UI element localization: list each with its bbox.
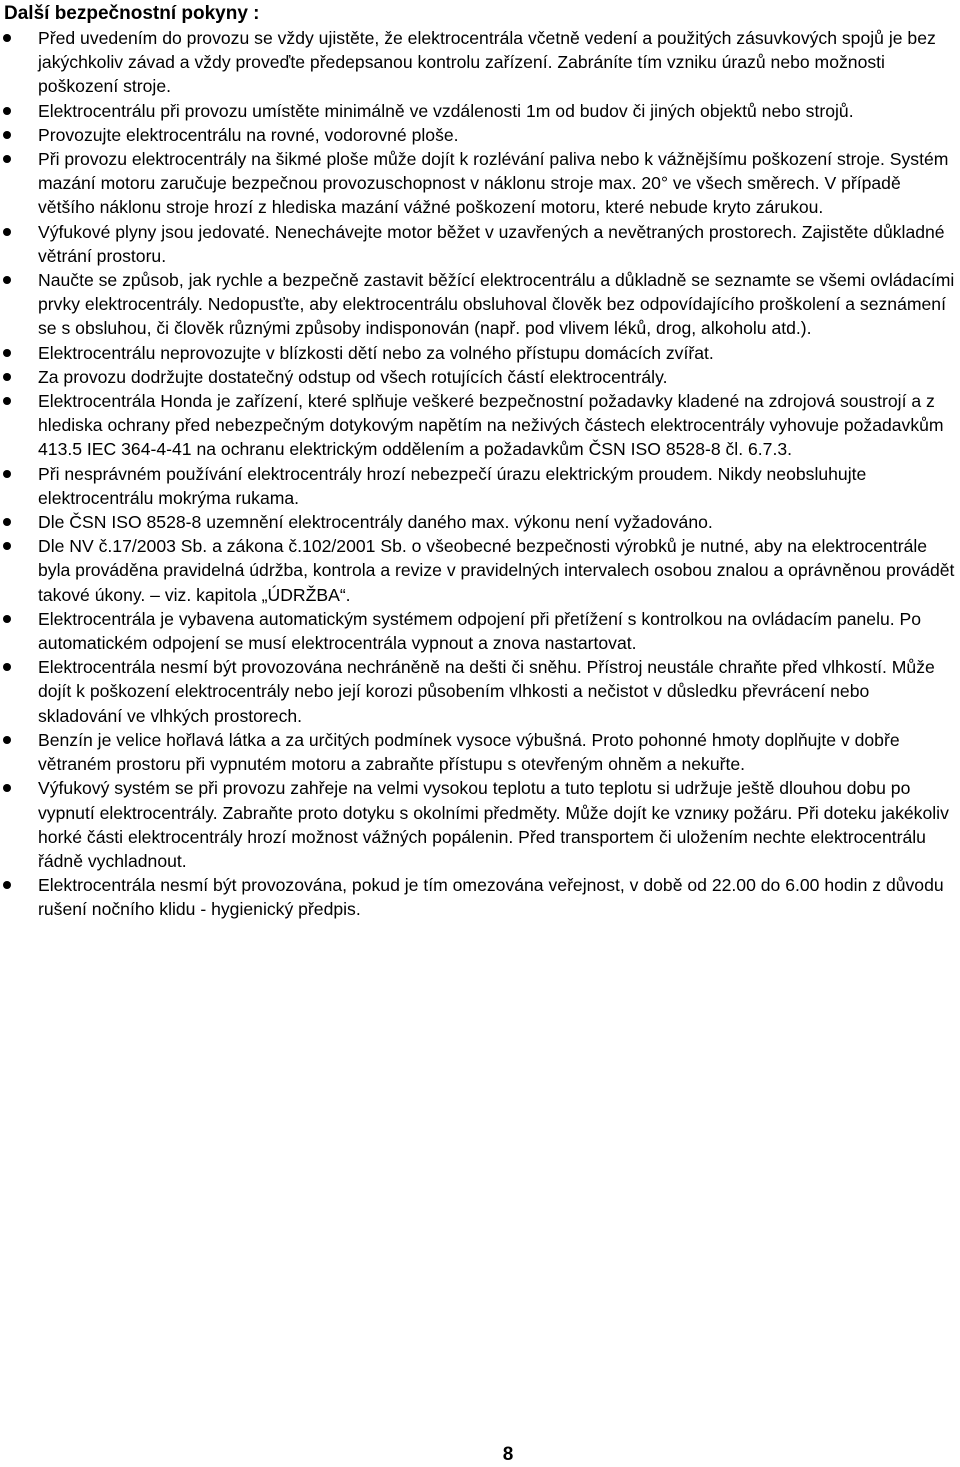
- bullet-icon: [3, 155, 11, 163]
- list-item: [0, 26, 960, 99]
- list-item: [0, 607, 960, 655]
- bullet-icon: [3, 107, 11, 115]
- bullet-icon: [3, 131, 11, 139]
- list-item: [0, 268, 960, 341]
- list-item-text: Elektrocentrála nesmí být provozována nechráněně na dešti či sněhu. Přístroj neustále chraňte před vlhkostí. Může dojít k poškození elektrocentrály nebo její korozi působením vlhkosti a nečistot v důsledku převrácení nebo skladování ve vlhkých prostorech.: [38, 657, 935, 726]
- list-item: [0, 341, 960, 365]
- list-item-text: Elektrocentrála je vybavena automatickým systémem odpojení při přetížení s kontrolkou na ovládacím panelu. Po automatickém odpojení se musí elektrocentrála vypnout a znova nastartovat.: [38, 608, 922, 654]
- list-item: [0, 99, 960, 123]
- list-item: [0, 389, 960, 462]
- list-item: [0, 776, 960, 873]
- list-item-text: Benzín je velice hořlavá látka a za určitých podmínek vysoce výbušná. Proto pohonné hmoty doplňujte v dobře větraném prostoru při vypnutém motoru a zabraňte přístupu s otevřeným ohněm a nekuřte.: [38, 729, 900, 775]
- list-item-text: Při provozu elektrocentrály na šikmé ploše může dojít k rozlévání paliva nebo k vážnějšímu poškození stroje. Systém mazání motoru zaručuje bezpečnou provozuschopnost v náklonu stroje max. 20° ve všech směrech. V případě většího náklonu stroje hrozí z hlediska mazání vážné poškození motoru, které nebude kryto zárukou.: [38, 149, 949, 218]
- list-item: [0, 728, 960, 776]
- list-item-text: Elektrocentrála nesmí být provozována, pokud je tím omezována veřejnost, v době od 22.00 do 6.00 hodin z důvodu rušení nočního klidu - hygienický předpis.: [38, 875, 944, 920]
- bullet-icon: [3, 373, 11, 381]
- bullet-icon: [3, 470, 11, 478]
- list-item: [0, 510, 960, 534]
- list-item-text: Elektrocentrála Honda je zařízení, které splňuje veškeré bezpečnostní požadavky kladené na zdrojová soustrojí a z hlediska ochrany před nebezpečným dotykovým napětím na neživých částech elektrocentrály vyhovuje požadavkům 413.5 IEC 364-4-41 na ochranu elektrickým oddělením a požadavkům ČSN ISO 8528-8 čl. 6.7.3.: [38, 391, 944, 460]
- list-item: [0, 873, 960, 921]
- list-item: [0, 534, 960, 607]
- bullet-icon: [3, 34, 11, 42]
- list-item-text: Při nesprávném používání elektrocentrály hrozí nebezpečí úrazu elektrickým proudem. Nikdy neobsluhujte elektrocentrálu mokrýma rukama.: [38, 463, 867, 508]
- bullet-icon: [3, 663, 11, 671]
- bullet-icon: [3, 784, 11, 792]
- list-item: [0, 365, 960, 389]
- bullet-icon: [3, 518, 11, 526]
- list-item: [0, 462, 960, 510]
- list-item-text: Výfukové plyny jsou jedovaté. Nenechávejte motor běžet v uzavřených a nevětraných prostorech. Zajistěte důkladné větrání prostoru.: [38, 221, 945, 266]
- list-item: [0, 123, 960, 147]
- bullet-icon: [3, 881, 11, 889]
- bullet-icon: [3, 349, 11, 357]
- list-item-text: Provozujte elektrocentrálu na rovné, vodorovné ploše.: [38, 124, 459, 145]
- list-item-text: Dle NV č.17/2003 Sb. a zákona č.102/2001 Sb. o všeobecné bezpečnosti výrobků je nutné, aby na elektrocentrále byla prováděna pravidelná údržba, kontrola a revize v pravidelných intervalech osobou znalou a oprávněnou provádět takové úkony. – viz. kapitola „ÚDRŽBA“.: [38, 536, 955, 605]
- list-item-text: Výfukový systém se při provozu zahřeje na velmi vysokou teplotu a tuto teplotu si udržuje ještě dlouhou dobu po vypnutí elektrocentrály. Zabraňte proto dotyku s okolními předměty. Může dojít ke vznику požáru. Při doteku jakékoliv horké části elektrocentrály hrozí možnost vážných popálenin. Před transportem či uložením nechte elektrocentrálu řádně vychladnout.: [38, 778, 949, 871]
- list-item-text: Elektrocentrálu neprovozujte v blízkosti dětí nebo za volného přístupu domácích zvířat.: [38, 342, 714, 363]
- list-item-text: Dle ČSN ISO 8528-8 uzemnění elektrocentrály daného max. výkonu není vyžadováno.: [38, 512, 713, 533]
- list-item-text: Za provozu dodržujte dostatečný odstup od všech rotujících částí elektrocentrály.: [38, 366, 668, 387]
- section-heading: Další bezpečnostní pokyny :: [4, 3, 260, 24]
- bullet-icon: [3, 397, 11, 405]
- bullet-icon: [3, 615, 11, 623]
- list-item-text: Před uvedením do provozu se vždy ujistěte, že elektrocentrála včetně vedení a použitých zásuvkových spojů je bez jakýchkoliv závad a vždy proveďte předepsanou kontrolu zařízení. Zabráníte tím vzniku úrazů nebo možnosti poškození stroje.: [38, 28, 936, 97]
- safety-instructions-list: [0, 26, 960, 922]
- list-item: [0, 147, 960, 220]
- list-item-text: Naučte se způsob, jak rychle a bezpečně zastavit běžící elektrocentrálu a důkladně se seznamte se všemi ovládacími prvky elektrocentrály. Nedopusťte, aby elektrocentrálu obsluhoval člověk bez odpovídajícího proškolení a seznámení se s obsluhou, či člověk různými způsoby indisponován (např. pod vlivem léků, drog, alkoholu atd.).: [38, 270, 955, 339]
- list-item: [0, 655, 960, 728]
- bullet-icon: [3, 542, 11, 550]
- page-number: 8: [502, 1444, 514, 1465]
- bullet-icon: [3, 276, 11, 284]
- list-item: [0, 220, 960, 268]
- bullet-icon: [3, 228, 11, 236]
- bullet-icon: [3, 736, 11, 744]
- list-item-text: Elektrocentrálu při provozu umístěte minimálně ve vzdálenosti 1m od budov či jiných objektů nebo strojů.: [38, 100, 854, 121]
